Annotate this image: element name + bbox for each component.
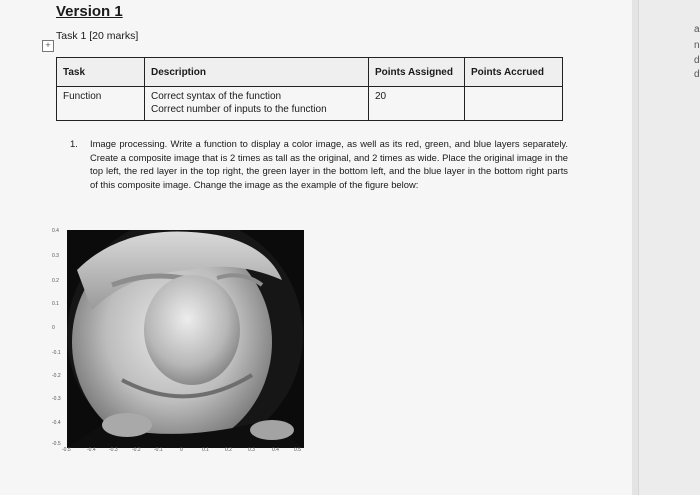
y-tick: -0.4	[52, 420, 61, 426]
x-tick: -0.2	[132, 447, 141, 453]
cell-description	[145, 87, 369, 121]
y-tick: 0	[52, 325, 55, 331]
face-grayscale-image	[67, 230, 304, 448]
rubric-table	[56, 57, 563, 121]
header-points-assigned: Points Assigned	[369, 58, 465, 87]
table-move-handle-icon[interactable]: +	[42, 40, 54, 52]
face-image-graphic	[67, 230, 304, 448]
gutter-char: d	[694, 55, 700, 66]
y-tick: 0.2	[52, 278, 59, 284]
description-line-1: Correct syntax of the function	[151, 91, 282, 102]
question-number: 1.	[70, 138, 78, 149]
example-figure	[52, 225, 312, 457]
x-tick: 0.5	[294, 447, 301, 453]
x-tick: 0.2	[225, 447, 232, 453]
cell-points-assigned: 20	[369, 87, 465, 121]
x-tick: 0.4	[272, 447, 279, 453]
question-text: Image processing. Write a function to display a color image, as well as its red, green, and blue layers separately. Create a composite image that is 2 times as tall as the original, and 2 times as wide. Place the original image in the top left, the red layer in the top right, the green layer in the bottom left, and the blue layer in the bottom right parts of this composite image. Change the image as the example of the figure below:	[90, 138, 568, 190]
x-tick: 0.1	[202, 447, 209, 453]
y-tick: -0.3	[52, 396, 61, 402]
version-heading: Version 1	[56, 3, 123, 20]
gutter-char: d	[694, 69, 700, 80]
cell-points-accrued	[465, 87, 563, 121]
header-points-accrued: Points Accrued	[465, 58, 563, 87]
rubric-row	[57, 87, 563, 121]
adjacent-page-edge	[638, 0, 700, 495]
y-tick: -0.2	[52, 373, 61, 379]
y-tick: 0.3	[52, 253, 59, 259]
y-tick: -0.1	[52, 350, 61, 356]
x-tick: -0.1	[154, 447, 163, 453]
y-tick: 0.1	[52, 301, 59, 307]
gutter-char: a	[694, 24, 700, 35]
y-tick: -0.5	[52, 441, 61, 447]
x-tick: -0.3	[109, 447, 118, 453]
header-description: Description	[145, 58, 369, 87]
rubric-header-row	[57, 58, 563, 87]
x-tick: -0.5	[62, 447, 71, 453]
description-line-2: Correct number of inputs to the function	[151, 104, 327, 115]
task-title: Task 1 [20 marks]	[56, 30, 139, 42]
x-tick: 0	[180, 447, 183, 453]
y-tick: 0.4	[52, 228, 59, 234]
header-task: Task	[57, 58, 145, 87]
cell-task: Function	[57, 87, 145, 121]
question-paragraph	[70, 137, 568, 191]
x-tick: 0.3	[248, 447, 255, 453]
gutter-char: n	[694, 40, 700, 51]
x-tick: -0.4	[87, 447, 96, 453]
